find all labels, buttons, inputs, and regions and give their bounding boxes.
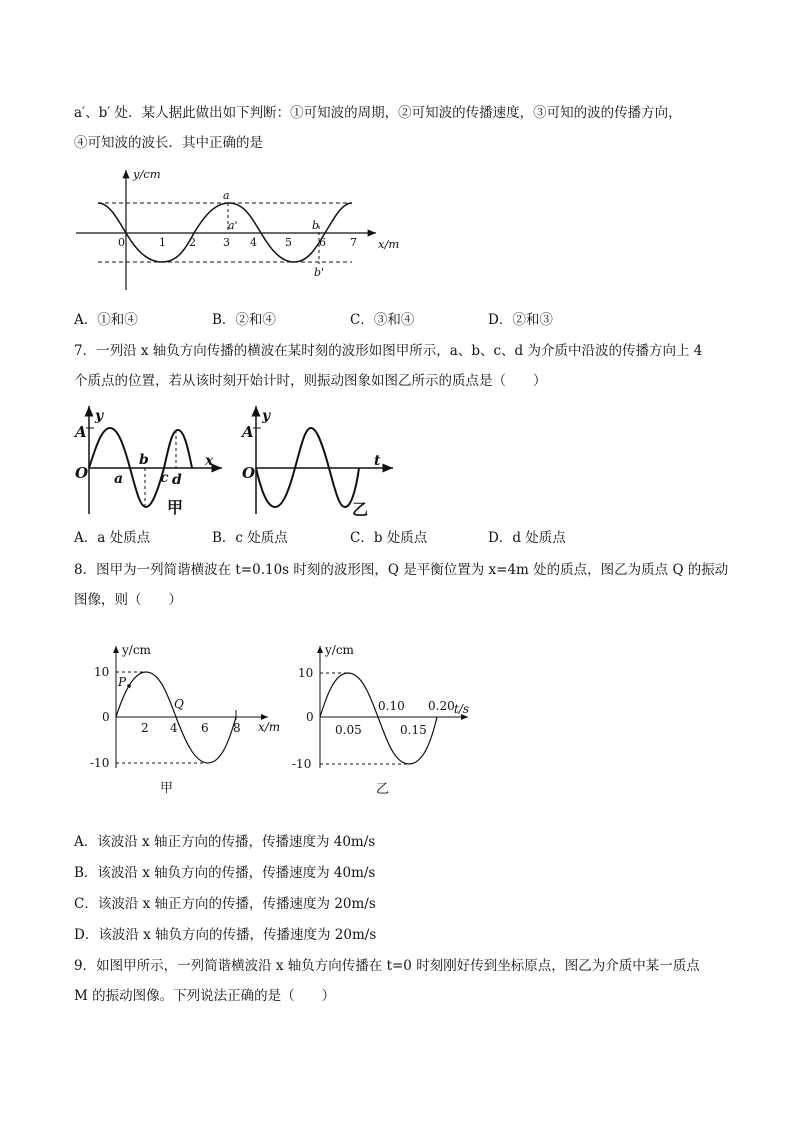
tick-6: 6: [319, 236, 326, 249]
svg-text:O: O: [242, 464, 256, 482]
q8-yi-wave: [320, 673, 437, 764]
svg-text:x: x: [205, 453, 214, 469]
svg-text:0.05: 0.05: [335, 723, 362, 737]
tick-4: 4: [250, 236, 257, 249]
svg-text:0: 0: [306, 710, 314, 724]
label-a: a: [223, 189, 230, 202]
svg-text:乙: 乙: [352, 500, 369, 519]
tick-7: 7: [350, 236, 357, 249]
svg-text:-10: -10: [292, 757, 312, 771]
svg-text:甲: 甲: [167, 498, 184, 517]
tick-2: 2: [189, 236, 196, 249]
tick-1: 1: [159, 236, 166, 249]
svg-text:x/m: x/m: [258, 720, 281, 734]
q8-fig-jia: [88, 640, 298, 800]
q8-fig-yi: [290, 640, 490, 800]
tick-3: 3: [223, 236, 230, 249]
svg-text:乙: 乙: [376, 782, 390, 797]
q8-option-b: B．该波沿 x 轴负方向的传播，传播速度为 40m/s: [74, 865, 376, 881]
tick-0: 0: [118, 236, 125, 249]
svg-text:P: P: [118, 675, 127, 689]
svg-text:0.20: 0.20: [428, 699, 455, 713]
q8-text-line2: 图像，则（ ）: [74, 592, 182, 608]
q7-text-line2: 个质点的位置，若从该时刻开始计时，则振动图象如图乙所示的质点是（ ）: [74, 373, 547, 389]
svg-text:y/cm: y/cm: [325, 643, 354, 657]
svg-text:t: t: [374, 453, 381, 469]
svg-text:Q: Q: [174, 697, 184, 711]
svg-text:8: 8: [233, 721, 241, 735]
xlabel: x/m: [378, 237, 400, 251]
svg-text:d: d: [172, 472, 182, 488]
svg-text:甲: 甲: [160, 781, 174, 796]
label-b: b: [312, 219, 320, 232]
svg-text:O: O: [75, 464, 89, 482]
q6-options: [74, 310, 714, 330]
svg-text:A: A: [75, 423, 87, 441]
svg-text:A: A: [242, 423, 254, 441]
svg-text:y: y: [95, 408, 104, 424]
q6-text-line1: a′、b′ 处．某人据此做出如下判断：①可知波的周期，②可知波的传播速度，③可知的波的传播方向，: [74, 105, 682, 121]
q8-option-a: A．该波沿 x 轴正方向的传播，传播速度为 40m/s: [74, 834, 376, 850]
svg-text:2: 2: [141, 721, 149, 735]
svg-text:-10: -10: [90, 756, 110, 770]
q7-option-a: A．a 处质点: [74, 530, 151, 546]
q8-option-d: D．该波沿 x 轴负方向的传播，传播速度为 20m/s: [74, 927, 377, 943]
svg-text:0: 0: [102, 710, 110, 724]
q9-text-line1: 9．如图甲所示，一列简谐横波沿 x 轴负方向传播在 t=0 时刻刚好传到坐标原点，图乙为介质中某一质点: [74, 958, 700, 974]
q6-option-d: D．②和③: [488, 312, 553, 328]
q8-text-line1: 8．图甲为一列简谐横波在 t=0.10s 时刻的波形图，Q 是平衡位置为 x=4m 处的质点，图乙为质点 Q 的振动: [74, 562, 729, 578]
svg-text:t/s: t/s: [454, 702, 470, 716]
q8-option-c: C．该波沿 x 轴正方向的传播，传播速度为 20m/s: [74, 896, 376, 912]
q9-text-line2: M 的振动图像。下列说法正确的是（ ）: [74, 988, 336, 1004]
q7-fig-yi: [241, 404, 401, 519]
q6-option-b: B．②和④: [212, 312, 276, 328]
q7-options: [74, 528, 714, 548]
svg-text:10: 10: [298, 666, 314, 680]
svg-text:10: 10: [94, 665, 110, 679]
q6-wave-figure: [76, 168, 416, 293]
label-b-prime: b': [314, 266, 325, 279]
ylabel: y/cm: [133, 167, 161, 181]
svg-text:a: a: [114, 471, 124, 487]
q6-text-line2: ④可知波的波长．其中正确的是: [74, 135, 263, 151]
svg-text:y/cm: y/cm: [122, 643, 151, 657]
svg-text:6: 6: [201, 721, 209, 735]
svg-text:4: 4: [170, 721, 178, 735]
q7-text-line1: 7．一列沿 x 轴负方向传播的横波在某时刻的波形如图甲所示，a、b、c、d 为介质中沿波的传播方向上 4: [74, 343, 703, 359]
svg-text:c: c: [160, 470, 169, 486]
q7-option-d: D．d 处质点: [488, 530, 566, 546]
tick-5: 5: [285, 236, 292, 249]
q6-option-a: A．①和④: [74, 312, 138, 328]
svg-text:y: y: [262, 408, 271, 424]
q7-fig-jia: [74, 404, 224, 519]
svg-text:b: b: [139, 452, 149, 468]
svg-text:0.15: 0.15: [400, 723, 427, 737]
q7-option-b: B．c 处质点: [212, 530, 288, 546]
svg-text:0.10: 0.10: [378, 699, 405, 713]
label-a-prime: a': [228, 219, 238, 232]
q7-option-c: C．b 处质点: [350, 530, 428, 546]
q6-option-c: C．③和④: [350, 312, 415, 328]
